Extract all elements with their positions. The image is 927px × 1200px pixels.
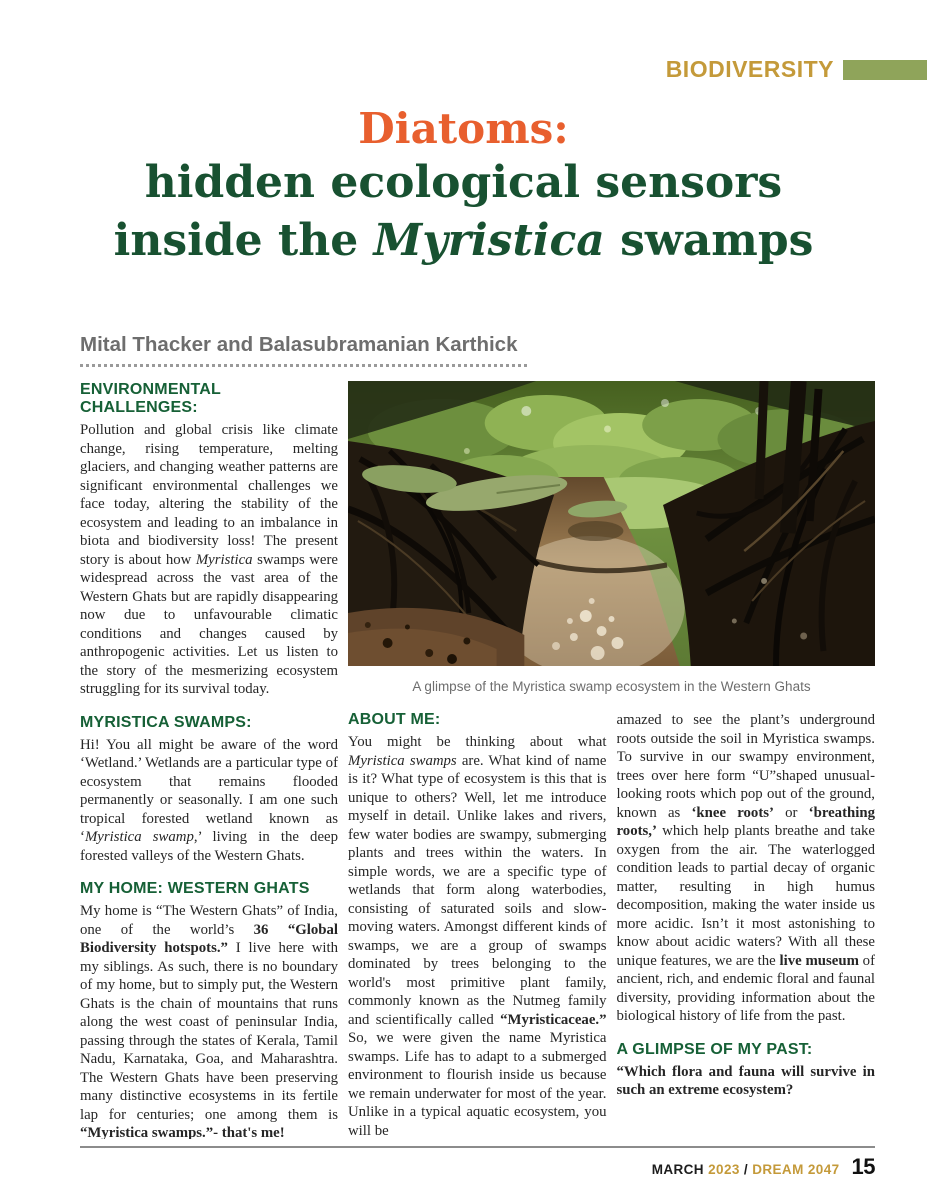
section-heading-about-me: ABOUT ME: <box>348 711 441 728</box>
article-title-accent-line: Diatoms: <box>358 104 569 153</box>
body-paragraph: Pollution and global crisis like climate change, rising temperature, melting glaciers, and changing weather patterns are significant environmental challenges we face today, altering the stability of the ecosystem and leading to an imbalance in biota and biodiversity loss! The present story is about how Myristica swamps were widespread across the vast area of the Western Ghats but are rapidly disappearing now due to unfavourable climatic conditions and changes caused by anthropogenic activities. Let us listen to the story of the mesmerizing ecosystem struggling for its survival today. <box>80 422 338 697</box>
footer-separator: / <box>743 1162 749 1177</box>
body-paragraph: amazed to see the plant’s underground roots outside the soil in Myristica swamps. To survive in our swampy environment, trees over here form “U”shaped unusual-looking roots which pop out of the ground, known as ‘knee roots’ or ‘breathing roots,’ which help plants breathe and take oxygen from the air. The waterlogged condition leads to partial decay of organic matter, resulting in high humus decomposition, making the water inside us more acidic. Isn’t it most astonishing to know about acidic waters? With all these unique features, we are the live museum of ancient, rich, and endemic floral and faunal diversity, providing information about the biological history of life from the past. <box>616 712 875 1024</box>
column-3 <box>617 711 876 1139</box>
swamp-photo <box>348 381 875 666</box>
page-footer <box>80 1146 875 1180</box>
section-heading-environmental-challenges: ENVIRONMENTAL CHALLENGES: <box>80 381 221 416</box>
body-paragraph: My home is “The Western Ghats” of India, one of the world’s 36 “Global Biodiversity hotspots.” I live here with my siblings. As such, there is no boundary of my home, but to simply put, the Western Ghats is the chain of mountains that runs along the west coast of peninsular India, passing through the states of Kerala, Tamil Nadu, Karnataka, Goa, and Maharashtra. The Western Ghats have been preserving many distinctive ecosystems in its fertile lap for centuries; one among them is “Myristica swamps.”- that's me! <box>80 903 338 1139</box>
photo-caption: A glimpse of the Myristica swamp ecosystem in the Western Ghats <box>412 679 811 694</box>
article-title <box>30 104 897 271</box>
byline: Mital Thacker and Balasubramanian Karthick <box>80 333 527 367</box>
article-title-line-2: hidden ecological sensors <box>144 157 783 209</box>
section-heading-a-glimpse-of-my-past: A GLIMPSE OF MY PAST: <box>616 1040 813 1058</box>
footer-year: 2023 <box>708 1162 740 1177</box>
body-paragraph: Hi! You all might be aware of the word ‘Wetland.’ Wetlands are a particular type of ecosystem that remains flooded permanently or seasonally. I am one such tropical forested wetland known as ‘Myristica swamp,’ living in the deep forested valleys of the Western Ghats. <box>80 736 338 864</box>
footer-issue-line <box>652 1162 840 1177</box>
header-accent-bar <box>843 60 927 80</box>
page-number: 15 <box>851 1154 875 1179</box>
section-label: BIODIVERSITY <box>665 56 834 82</box>
section-heading-my-home: MY HOME: WESTERN GHATS <box>80 880 310 897</box>
swamp-photo-illustration <box>348 381 875 666</box>
article-body <box>80 381 875 1139</box>
page-header <box>0 56 927 83</box>
body-paragraph: “Which flora and fauna will survive in such an extreme ecosystem? <box>616 1063 875 1098</box>
section-heading-myristica-swamps: MYRISTICA SWAMPS: <box>80 713 252 731</box>
body-paragraph: You might be thinking about what Myristica swamps are. What kind of name is it? What type of ecosystem is this that is unique to others? Well, let me introduce myself in detail. Unlike lakes and rivers, few water bodies are swampy, submerging plants and trees within the waters. In simple words, we are a specific type of wetlands that form along waterbodies, consisting of saturated soils and slow-moving waters. Amongst different kinds of swamps, we are a group of swamps dominated by trees belonging to the world's most primitive plant family, commonly known as the Nutmeg family and scientifically called “Myristicaceae.” So, we were given the name Myristica swamps. Life has to adapt to a submerged environment to flourish inside us because we remain underwater for most of the year. Unlike in a typical aquatic ecosystem, you will be <box>348 734 607 1139</box>
footer-magazine: DREAM 2047 <box>752 1162 840 1177</box>
column-2 <box>348 711 607 1139</box>
column-1 <box>80 381 338 1139</box>
article-title-line-3: inside the Myristica swamps <box>113 215 814 267</box>
footer-month: MARCH <box>651 1162 704 1177</box>
columns-2-3 <box>348 711 875 1139</box>
right-area <box>348 381 875 1139</box>
